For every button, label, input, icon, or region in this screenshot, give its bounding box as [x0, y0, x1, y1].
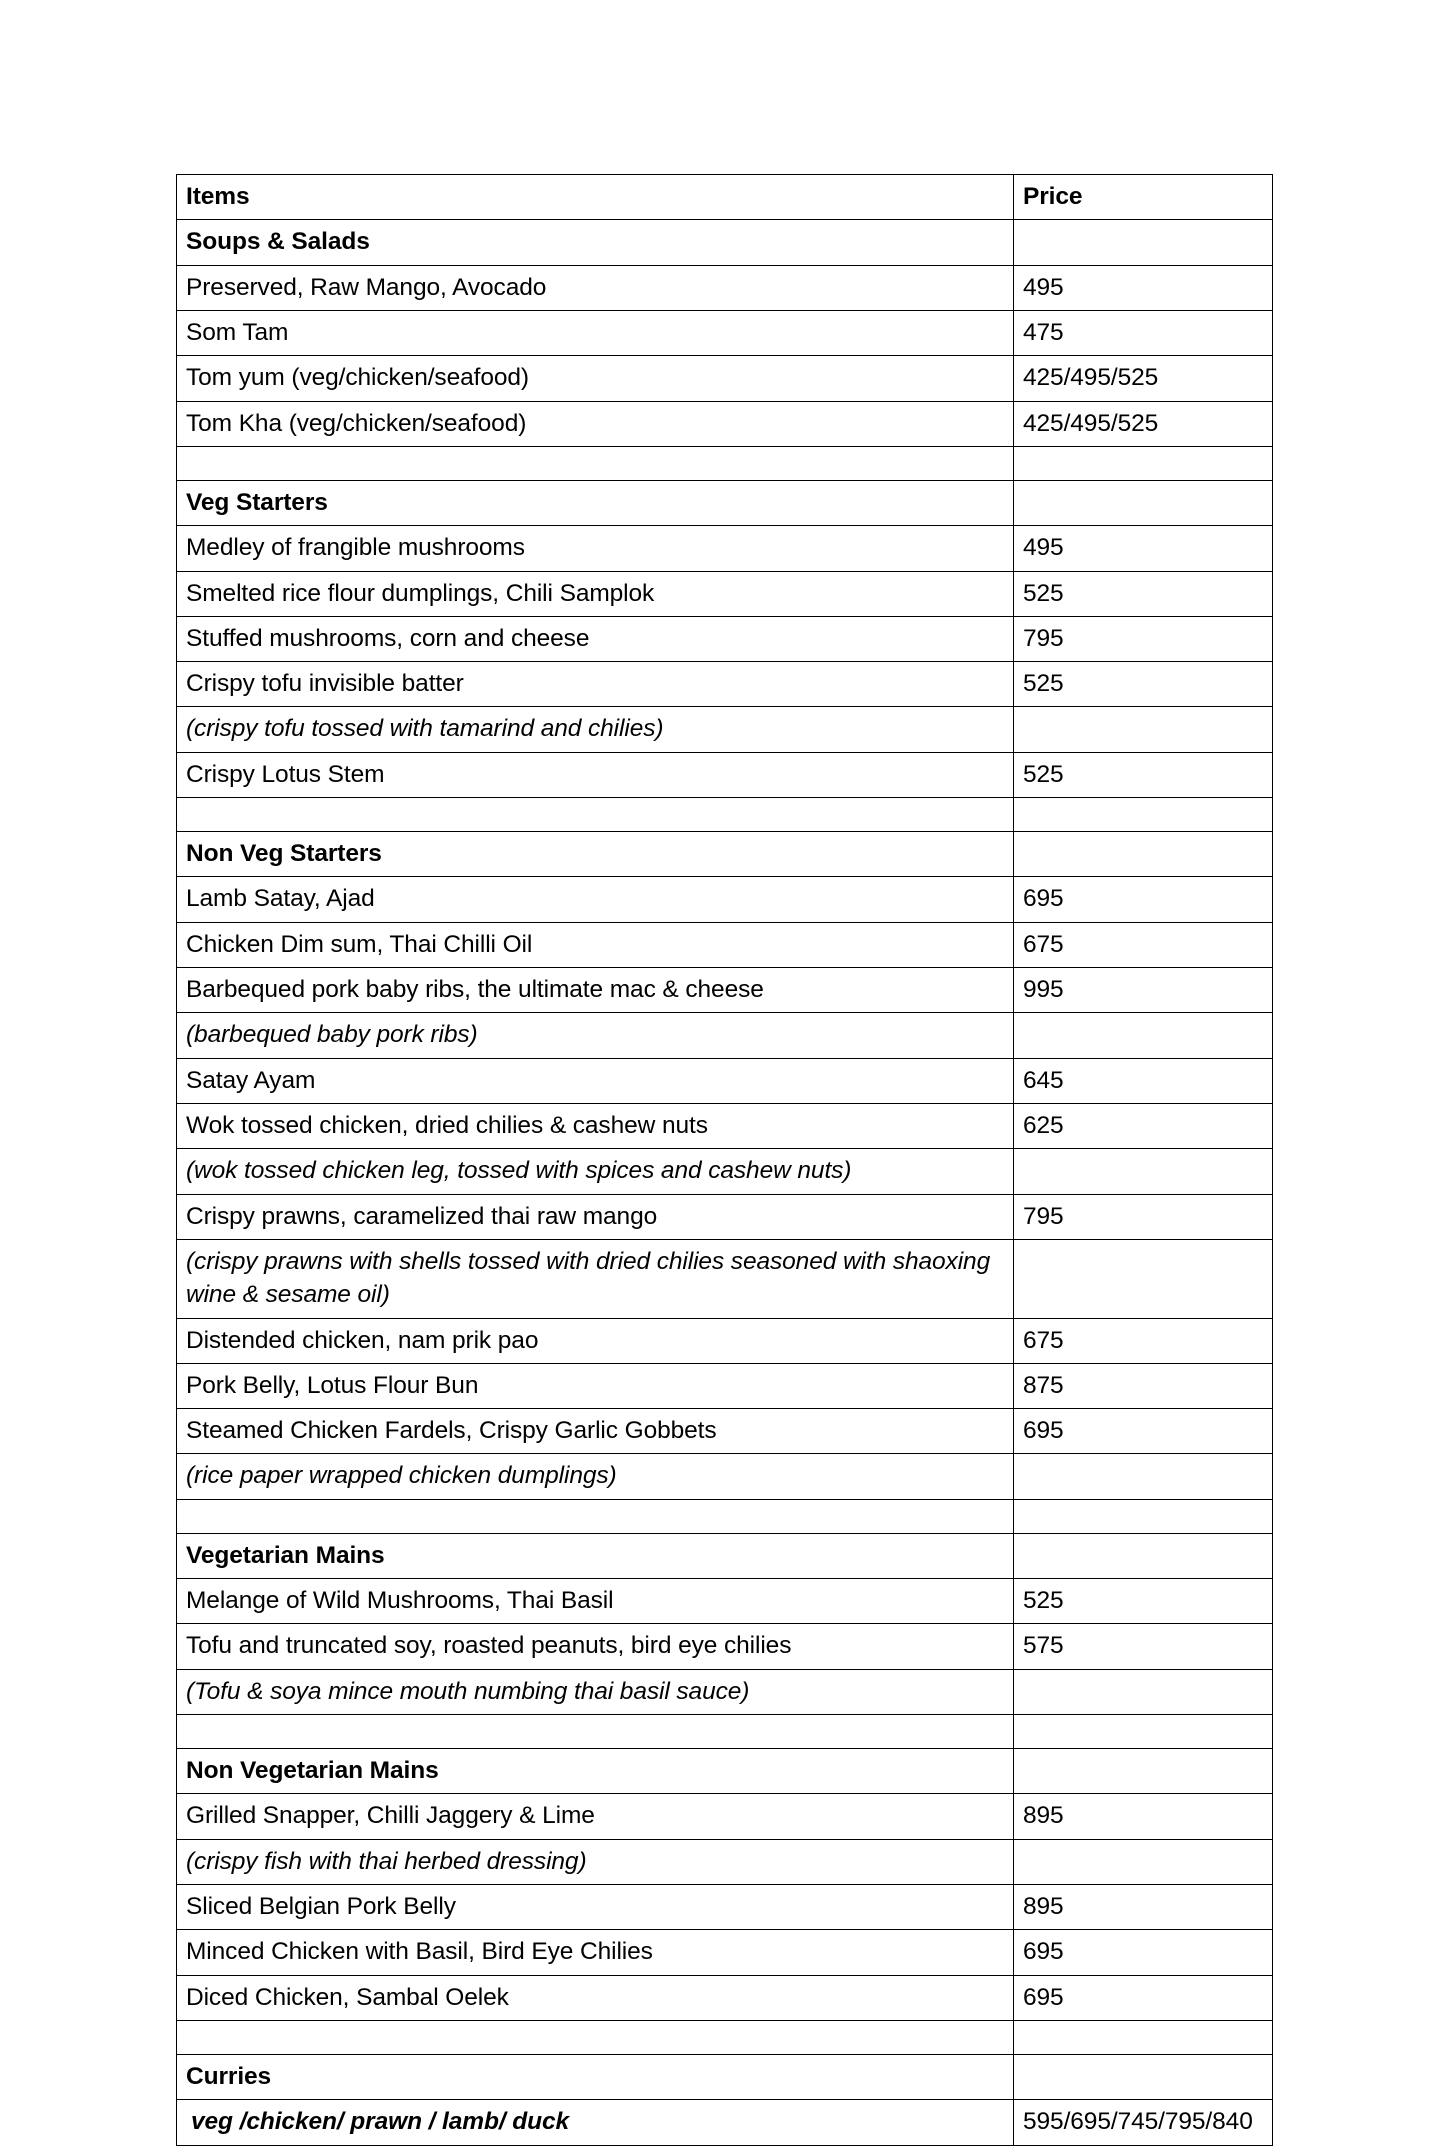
menu-item-price: 895	[1014, 1884, 1273, 1929]
item-description-label: (crispy prawns with shells tossed with dried chilies seasoned with shaoxing wine & sesame oil)	[177, 1239, 1014, 1318]
item-description-label: (barbequed baby pork ribs)	[177, 1013, 1014, 1058]
column-header-price: Price	[1014, 175, 1273, 220]
item-description-row	[177, 1239, 1273, 1318]
menu-item-label: Lamb Satay, Ajad	[177, 877, 1014, 922]
menu-item-price: 795	[1014, 1194, 1273, 1239]
menu-item-row	[177, 968, 1273, 1013]
menu-item-price: 675	[1014, 1318, 1273, 1363]
menu-item-label: Smelted rice flour dumplings, Chili Samplok	[177, 571, 1014, 616]
menu-item-price: 525	[1014, 571, 1273, 616]
menu-item-row	[177, 356, 1273, 401]
spacer-row	[177, 2020, 1273, 2054]
item-description-label: (crispy fish with thai herbed dressing)	[177, 1839, 1014, 1884]
menu-item-label: veg /chicken/ prawn / lamb/ duck	[177, 2100, 1014, 2145]
menu-item-label: Crispy tofu invisible batter	[177, 662, 1014, 707]
section-heading-row	[177, 832, 1273, 877]
menu-item-row	[177, 877, 1273, 922]
menu-item-price: 495	[1014, 265, 1273, 310]
menu-item-price: 425/495/525	[1014, 356, 1273, 401]
menu-table	[176, 174, 1273, 2146]
menu-item-row	[177, 616, 1273, 661]
menu-item-price: 525	[1014, 662, 1273, 707]
menu-item-price	[1014, 1669, 1273, 1714]
spacer-cell	[177, 1499, 1014, 1533]
menu-item-row	[177, 1318, 1273, 1363]
spacer-cell	[177, 1715, 1014, 1749]
menu-item-label: Barbequed pork baby ribs, the ultimate mac & cheese	[177, 968, 1014, 1013]
menu-item-row	[177, 1930, 1273, 1975]
spacer-cell	[1014, 798, 1273, 832]
menu-item-price: 425/495/525	[1014, 401, 1273, 446]
spacer-cell	[177, 446, 1014, 480]
section-heading-label: Non Veg Starters	[177, 832, 1014, 877]
menu-item-price: 695	[1014, 1930, 1273, 1975]
menu-item-label: Medley of frangible mushrooms	[177, 526, 1014, 571]
spacer-cell	[1014, 1715, 1273, 1749]
menu-item-price	[1014, 220, 1273, 265]
menu-item-label: Pork Belly, Lotus Flour Bun	[177, 1363, 1014, 1408]
spacer-row	[177, 446, 1273, 480]
menu-item-price: 575	[1014, 1624, 1273, 1669]
item-description-label: (Tofu & soya mince mouth numbing thai basil sauce)	[177, 1669, 1014, 1714]
section-heading-label: Veg Starters	[177, 480, 1014, 525]
menu-item-price: 645	[1014, 1058, 1273, 1103]
item-description-label: (wok tossed chicken leg, tossed with spices and cashew nuts)	[177, 1149, 1014, 1194]
menu-item-label: Stuffed mushrooms, corn and cheese	[177, 616, 1014, 661]
menu-item-label: Tofu and truncated soy, roasted peanuts, bird eye chilies	[177, 1624, 1014, 1669]
menu-item-row	[177, 526, 1273, 571]
spacer-cell	[1014, 1499, 1273, 1533]
menu-item-row	[177, 1194, 1273, 1239]
menu-item-price	[1014, 480, 1273, 525]
item-description-row	[177, 1149, 1273, 1194]
menu-item-price	[1014, 1149, 1273, 1194]
spacer-cell	[177, 2020, 1014, 2054]
menu-item-price: 675	[1014, 922, 1273, 967]
menu-item-price	[1014, 1749, 1273, 1794]
spacer-row	[177, 1499, 1273, 1533]
item-description-row	[177, 1839, 1273, 1884]
menu-item-price	[1014, 1533, 1273, 1578]
menu-item-label: Steamed Chicken Fardels, Crispy Garlic Gobbets	[177, 1409, 1014, 1454]
table-header-row	[177, 175, 1273, 220]
menu-item-price: 895	[1014, 1794, 1273, 1839]
spacer-cell	[1014, 446, 1273, 480]
spacer-row	[177, 1715, 1273, 1749]
menu-item-price: 875	[1014, 1363, 1273, 1408]
menu-item-row	[177, 1794, 1273, 1839]
menu-item-price	[1014, 1839, 1273, 1884]
menu-item-price: 995	[1014, 968, 1273, 1013]
section-heading-row	[177, 220, 1273, 265]
menu-item-price: 695	[1014, 1409, 1273, 1454]
menu-item-price	[1014, 1454, 1273, 1499]
item-description-row	[177, 707, 1273, 752]
menu-item-row	[177, 752, 1273, 797]
menu-item-price: 525	[1014, 752, 1273, 797]
item-description-row	[177, 1454, 1273, 1499]
menu-item-price: 695	[1014, 877, 1273, 922]
menu-item-row	[177, 1103, 1273, 1148]
menu-item-price: 525	[1014, 1579, 1273, 1624]
menu-item-row	[177, 1579, 1273, 1624]
section-heading-label: Vegetarian Mains	[177, 1533, 1014, 1578]
menu-item-price: 495	[1014, 526, 1273, 571]
menu-item-price	[1014, 832, 1273, 877]
menu-table-container	[176, 174, 1272, 2146]
column-header-items: Items	[177, 175, 1014, 220]
menu-variant-row	[177, 2100, 1273, 2145]
menu-item-price: 595/695/745/795/840	[1014, 2100, 1273, 2145]
section-heading-row	[177, 1749, 1273, 1794]
menu-item-label: Crispy Lotus Stem	[177, 752, 1014, 797]
menu-item-row	[177, 1058, 1273, 1103]
menu-item-price	[1014, 1013, 1273, 1058]
menu-item-label: Melange of Wild Mushrooms, Thai Basil	[177, 1579, 1014, 1624]
menu-item-row	[177, 265, 1273, 310]
menu-item-price	[1014, 707, 1273, 752]
menu-item-price: 625	[1014, 1103, 1273, 1148]
menu-item-label: Tom yum (veg/chicken/seafood)	[177, 356, 1014, 401]
spacer-cell	[1014, 2020, 1273, 2054]
menu-item-row	[177, 1363, 1273, 1408]
menu-item-row	[177, 662, 1273, 707]
menu-item-price: 475	[1014, 310, 1273, 355]
menu-item-label: Wok tossed chicken, dried chilies & cashew nuts	[177, 1103, 1014, 1148]
menu-item-label: Tom Kha (veg/chicken/seafood)	[177, 401, 1014, 446]
menu-item-price	[1014, 1239, 1273, 1318]
menu-item-label: Satay Ayam	[177, 1058, 1014, 1103]
menu-item-row	[177, 310, 1273, 355]
item-description-label: (crispy tofu tossed with tamarind and chilies)	[177, 707, 1014, 752]
spacer-row	[177, 798, 1273, 832]
item-description-row	[177, 1669, 1273, 1714]
menu-item-price: 695	[1014, 1975, 1273, 2020]
menu-item-label: Preserved, Raw Mango, Avocado	[177, 265, 1014, 310]
menu-item-price: 795	[1014, 616, 1273, 661]
menu-item-label: Diced Chicken, Sambal Oelek	[177, 1975, 1014, 2020]
item-description-label: (rice paper wrapped chicken dumplings)	[177, 1454, 1014, 1499]
menu-item-row	[177, 922, 1273, 967]
menu-item-row	[177, 1975, 1273, 2020]
menu-item-label: Sliced Belgian Pork Belly	[177, 1884, 1014, 1929]
menu-item-price	[1014, 2054, 1273, 2099]
menu-item-label: Minced Chicken with Basil, Bird Eye Chilies	[177, 1930, 1014, 1975]
section-heading-label: Non Vegetarian Mains	[177, 1749, 1014, 1794]
menu-item-label: Chicken Dim sum, Thai Chilli Oil	[177, 922, 1014, 967]
item-description-row	[177, 1013, 1273, 1058]
menu-item-row	[177, 1624, 1273, 1669]
menu-item-row	[177, 401, 1273, 446]
menu-item-row	[177, 571, 1273, 616]
section-heading-row	[177, 1533, 1273, 1578]
section-heading-row	[177, 2054, 1273, 2099]
section-heading-row	[177, 480, 1273, 525]
menu-item-label: Som Tam	[177, 310, 1014, 355]
menu-item-label: Grilled Snapper, Chilli Jaggery & Lime	[177, 1794, 1014, 1839]
menu-item-row	[177, 1409, 1273, 1454]
menu-item-row	[177, 1884, 1273, 1929]
section-heading-label: Curries	[177, 2054, 1014, 2099]
spacer-cell	[177, 798, 1014, 832]
menu-item-label: Crispy prawns, caramelized thai raw mango	[177, 1194, 1014, 1239]
menu-item-label: Distended chicken, nam prik pao	[177, 1318, 1014, 1363]
section-heading-label: Soups & Salads	[177, 220, 1014, 265]
